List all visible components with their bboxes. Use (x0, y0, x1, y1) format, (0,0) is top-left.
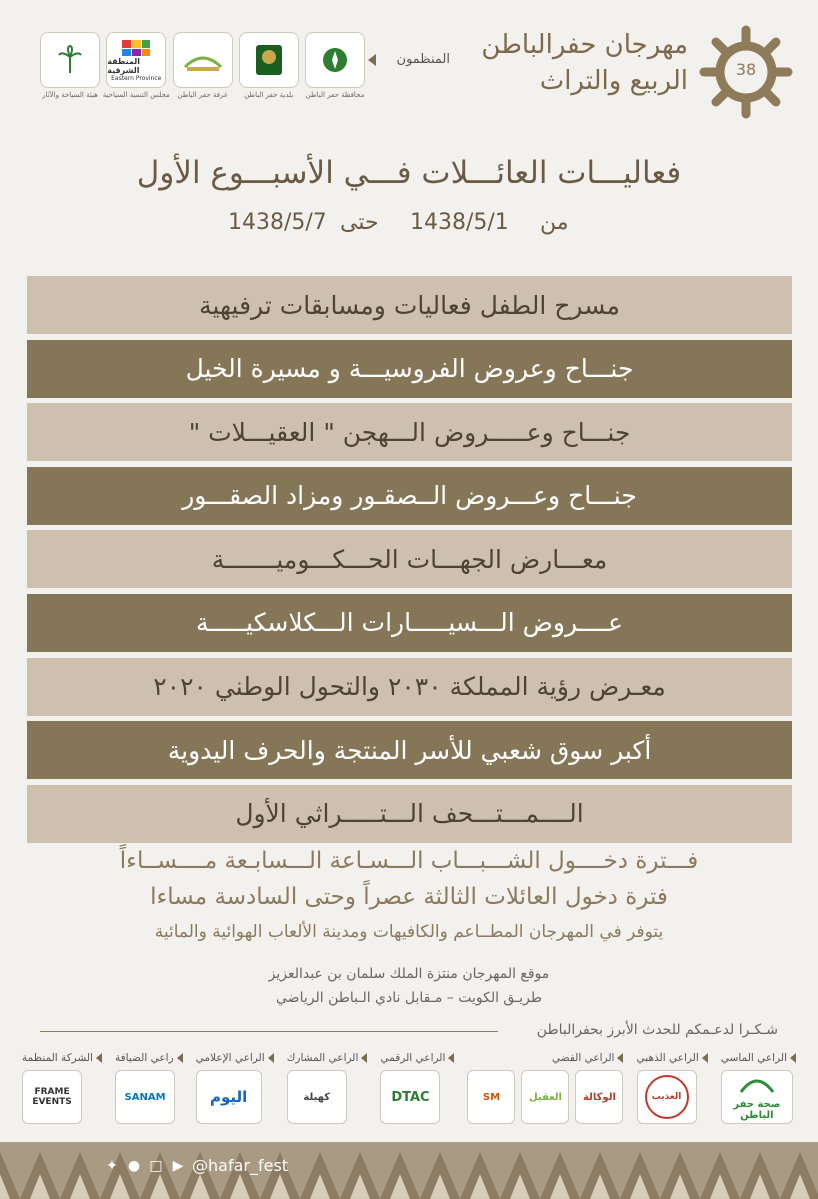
edition-number: 38 (735, 60, 757, 79)
date-range (0, 210, 818, 240)
organizer-item (239, 32, 299, 102)
date-to-label: حتى (340, 210, 379, 235)
event-row: معـــارض الجهـــات الحـــكـــوميـــــــة (27, 530, 792, 588)
event-row: مسرح الطفل فعاليات ومسابقات ترفيهية (27, 276, 792, 334)
marker-icon (617, 1053, 623, 1063)
facilities-text: يتوفر في المهرجان المطــاعم والكافيهات ومدينة الألعاب الهوائية والمائية (154, 922, 664, 942)
landscape-icon (183, 47, 223, 73)
organizers-label: المنظمون (396, 52, 450, 67)
sponsor-silver (467, 1050, 623, 1130)
organizer-brand: المنطقة الشرقية (107, 56, 141, 75)
organizers-list (40, 32, 365, 102)
event-row: عــــروض الـــسيـــــارات الـــكلاسكيـــــة (27, 594, 792, 652)
organizer-caption: مجلس التنمية السياحية (102, 91, 170, 99)
event-row: جنـــاح وعـــروض الــصقـور ومزاد الصقـــور (27, 467, 792, 525)
snapchat-icon[interactable]: ● (127, 1157, 141, 1174)
sponsor-label: الراعي المشارك (286, 1052, 359, 1064)
divider (40, 1031, 498, 1032)
date-to: 1438/5/7 (228, 210, 327, 235)
festival-logo (696, 22, 796, 122)
organizer-caption: غرفة حفر الباطن (177, 91, 228, 99)
emblem-icon (254, 43, 284, 77)
marker-icon (361, 1053, 367, 1063)
family-entry-time: فترة دخول العائلات الثالثة عصراً وحتى السادسة مساءا (150, 884, 668, 910)
organizer-caption: بلدية حفر الباطن (244, 91, 294, 99)
location-line-2: طريـق الكويت – مـقابل نادي الـباطن الرياضي (276, 990, 542, 1006)
event-row: الــــمـــتـــحف الـــتـــــراثي الأول (27, 785, 792, 843)
sponsor-partner (287, 1050, 368, 1130)
sponsor-diamond (721, 1050, 796, 1130)
festival-name: مهرجان حفرالباطن (481, 30, 688, 60)
events-list (27, 276, 792, 848)
twitter-icon[interactable]: ✦ (106, 1157, 118, 1174)
sponsor-organizer-company (22, 1050, 102, 1130)
marker-icon (177, 1053, 183, 1063)
emblem-icon (320, 45, 350, 75)
social-links (104, 1156, 288, 1175)
sponsor-logo: اليوم (196, 1070, 262, 1124)
sponsor-label: الشركة المنظمة (22, 1052, 93, 1064)
sponsor-label: الراعي الفضي (552, 1052, 615, 1064)
organizer-brand-en: Eastern Province (111, 74, 162, 82)
marker-icon (268, 1053, 274, 1063)
date-from: 1438/5/1 (410, 210, 509, 235)
location-line-1: موقع المهرجان منتزة الملك سلمان بن عبدالعزيز (268, 966, 550, 982)
organizers-marker-icon (368, 54, 376, 66)
event-row: جنـــاح وعروض الفروسيـــة و مسيرة الخيل (27, 340, 792, 398)
organizer-caption: محافظة حفر الباطن (305, 91, 365, 99)
puzzle-icon (121, 39, 151, 57)
event-row: جنـــاح وعـــــروض الـــهجن " العقيـــلات " (27, 403, 792, 461)
sponsor-label: الراعي الرقمي (380, 1052, 446, 1064)
sponsor-label: الراعي الإعلامي (195, 1052, 265, 1064)
organizer-item (40, 32, 100, 102)
youth-entry-time: فـــترة دخــــول الشـــبـــاب الـــسـاعة الـــسابـعة مــــســاءاً (119, 848, 699, 874)
instagram-icon[interactable]: □ (149, 1157, 163, 1174)
festival-subtitle: الربيع والتراث (539, 66, 688, 96)
sponsor-logo: كهيلة (287, 1070, 347, 1124)
marker-icon (448, 1053, 454, 1063)
sponsor-logo: DTAC (380, 1070, 440, 1124)
leaf-icon (737, 1074, 777, 1096)
social-handle[interactable]: @hafar_fest (192, 1156, 289, 1175)
sponsor-logo: SM (467, 1070, 515, 1124)
date-from-label: من (540, 210, 569, 235)
marker-icon (790, 1053, 796, 1063)
palm-icon (58, 45, 82, 75)
sponsor-label: الراعي الذهبي (636, 1052, 699, 1064)
youtube-icon[interactable]: ▶ (172, 1157, 184, 1174)
sponsor-logo: الوكالة (575, 1070, 623, 1124)
sponsor-media (196, 1050, 274, 1130)
event-row: معـرض رؤية المملكة ٢٠٣٠ والتحول الوطني ٢٠٢٠ (27, 658, 792, 716)
event-row: أكبر سوق شعبي للأسر المنتجة والحرف اليدوية (27, 721, 792, 779)
sponsor-logo: FRAME EVENTS (22, 1070, 82, 1124)
sponsor-logo: SANAM (115, 1070, 175, 1124)
sponsor-label: راعي الضيافة (115, 1052, 174, 1064)
organizer-item (305, 32, 365, 102)
sponsors-row (22, 1050, 796, 1130)
sponsor-label: الراعي الماسي (720, 1052, 787, 1064)
organizer-caption: هيئة السياحة والآثار (42, 91, 98, 99)
page-title: فعاليـــات العائـــلات فـــي الأسبـــوع الأول (136, 155, 682, 191)
sponsor-logo: العذيب (637, 1070, 697, 1124)
marker-icon (702, 1053, 708, 1063)
organizer-item (102, 32, 170, 102)
thanks-text: شـكـرا لدعـمكم للحدث الأبرز بحفرالباطن (536, 1022, 778, 1038)
sponsor-hospitality (115, 1050, 183, 1130)
sponsor-gold (637, 1050, 708, 1130)
sponsor-logo: العقيل (521, 1070, 569, 1124)
marker-icon (96, 1053, 102, 1063)
sponsor-logo: صحة حفر الباطن (721, 1070, 793, 1124)
sponsor-digital (380, 1050, 454, 1130)
organizer-item (173, 32, 233, 102)
